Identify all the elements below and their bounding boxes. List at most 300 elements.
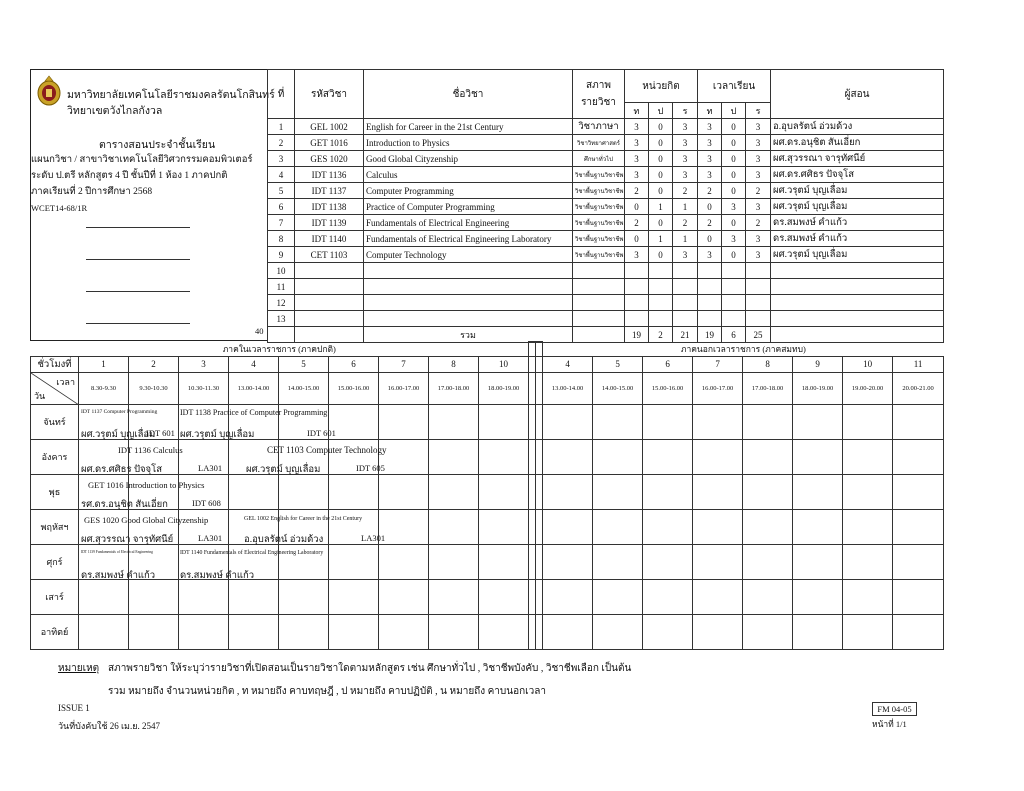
course-code xyxy=(295,295,364,311)
schedule-slot xyxy=(793,614,843,649)
schedule-slot xyxy=(429,544,479,579)
course-h-t: 3 xyxy=(698,167,722,183)
course-instructor: ผศ.ดร.ศศิธร ปัจจุโส xyxy=(771,167,944,183)
course-rows xyxy=(268,119,944,327)
period-time: 19.00-20.00 xyxy=(843,372,893,404)
tue-course-a: IDT 1136 Calculus xyxy=(118,445,183,455)
course-no: 11 xyxy=(268,279,295,295)
course-c-t: 3 xyxy=(625,119,649,135)
university-logo-icon xyxy=(36,75,62,107)
total-hour-p: 6 xyxy=(722,327,746,343)
course-no: 6 xyxy=(268,199,295,215)
schedule-slot xyxy=(843,474,893,509)
schedule-slot xyxy=(743,614,793,649)
mon-room-a: IDT 601 xyxy=(146,428,175,438)
period-number: 6 xyxy=(329,356,379,372)
schedule-slot xyxy=(543,439,593,474)
schedule-slot xyxy=(543,544,593,579)
course-c-p: 0 xyxy=(649,215,673,231)
schedule-slot xyxy=(593,439,643,474)
course-name: Fundamentals of Electrical Engineering xyxy=(364,215,573,231)
course-c-t: 3 xyxy=(625,135,649,151)
course-h-t: 2 xyxy=(698,183,722,199)
schedule-slot xyxy=(543,579,593,614)
schedule-slot xyxy=(79,579,129,614)
schedule-slot xyxy=(529,614,536,649)
course-c-t xyxy=(625,279,649,295)
course-h-t xyxy=(698,295,722,311)
course-code: CET 1103 xyxy=(295,247,364,263)
time-day-corner xyxy=(31,372,79,404)
schedule-slot xyxy=(179,614,229,649)
day-name: เสาร์ xyxy=(31,579,79,614)
course-code: IDT 1138 xyxy=(295,199,364,215)
course-instructor xyxy=(771,279,944,295)
course-c-p xyxy=(649,311,673,327)
fri-course-a: IDT 1139 Fundamentals of Electrical Engineering xyxy=(81,550,153,554)
header-instructor: ผู้สอน xyxy=(771,70,944,119)
schedule-slot xyxy=(743,439,793,474)
schedule-slot xyxy=(593,509,643,544)
header-status-line1: สภาพ xyxy=(586,80,611,91)
course-row xyxy=(268,199,944,215)
header-info-block xyxy=(30,69,275,341)
course-name: Computer Programming xyxy=(364,183,573,199)
course-instructor: ผศ.ดร.อนุชิต สันเอี่ยก xyxy=(771,135,944,151)
course-h-p xyxy=(722,311,746,327)
course-h-r xyxy=(746,311,771,327)
course-c-r: 2 xyxy=(673,215,698,231)
period-number: 9 xyxy=(793,356,843,372)
course-c-r: 3 xyxy=(673,151,698,167)
schedule-slot xyxy=(536,544,543,579)
course-h-r xyxy=(746,263,771,279)
course-no: 4 xyxy=(268,167,295,183)
course-c-r xyxy=(673,263,698,279)
schedule-slot xyxy=(479,544,529,579)
schedule-slot xyxy=(593,404,643,439)
left-count: 40 xyxy=(255,326,264,336)
course-c-t xyxy=(625,263,649,279)
schedule-slot xyxy=(429,439,479,474)
course-no: 3 xyxy=(268,151,295,167)
mon-course-b: IDT 1138 Practice of Computer Programming xyxy=(180,408,328,417)
header-no: ที่ xyxy=(268,70,295,119)
schedule-slot xyxy=(529,579,536,614)
course-c-p: 0 xyxy=(649,151,673,167)
schedule-slot xyxy=(793,474,843,509)
thu-course-b: GEL 1002 English for Career in the 21st Century xyxy=(244,516,363,522)
schedule-slot xyxy=(479,509,529,544)
schedule-slot xyxy=(129,579,179,614)
schedule-slot xyxy=(229,474,279,509)
schedule-slot xyxy=(693,439,743,474)
schedule-slot xyxy=(536,579,543,614)
tue-teacher-a: ผศ.ดร.ศศิธร ปัจจุโส xyxy=(81,465,163,475)
schedule-slot xyxy=(743,404,793,439)
course-h-t: 3 xyxy=(698,119,722,135)
course-status: วิชาพื้นฐานวิชาชีพ xyxy=(573,215,625,231)
course-h-r: 3 xyxy=(746,119,771,135)
schedule-slot xyxy=(693,474,743,509)
course-c-t: 3 xyxy=(625,167,649,183)
signature-line xyxy=(86,323,190,324)
total-label: รวม xyxy=(364,327,573,343)
period-time: 16.00-17.00 xyxy=(379,372,429,404)
schedule-slot xyxy=(536,404,543,439)
schedule-slot xyxy=(79,614,129,649)
tue-teacher-b: ผศ.วรุตม์ บุญเลื่อม xyxy=(246,465,321,475)
course-h-r xyxy=(746,279,771,295)
schedule-slot xyxy=(793,579,843,614)
header-hour-p: ป xyxy=(722,103,746,119)
period-number: 3 xyxy=(179,356,229,372)
effective-date: วันที่บังคับใช้ 26 เม.ย. 2547 xyxy=(58,721,161,731)
course-code: IDT 1139 xyxy=(295,215,364,231)
spacer xyxy=(529,342,536,357)
course-no: 12 xyxy=(268,295,295,311)
course-h-t xyxy=(698,279,722,295)
course-h-p: 0 xyxy=(722,183,746,199)
period-time: 13.00-14.00 xyxy=(229,372,279,404)
schedule-slot xyxy=(479,439,529,474)
course-c-p: 0 xyxy=(649,247,673,263)
course-c-r: 3 xyxy=(673,119,698,135)
course-c-t xyxy=(625,311,649,327)
day-row xyxy=(31,544,944,579)
course-h-r: 3 xyxy=(746,167,771,183)
spacer xyxy=(536,342,543,357)
course-instructor xyxy=(771,311,944,327)
schedule-slot xyxy=(843,439,893,474)
course-row xyxy=(268,279,944,295)
course-h-t: 3 xyxy=(698,247,722,263)
total-credit-r: 21 xyxy=(673,327,698,343)
schedule-slot xyxy=(543,404,593,439)
course-row xyxy=(268,215,944,231)
course-h-t xyxy=(698,263,722,279)
schedule-slot xyxy=(229,614,279,649)
course-instructor: ผศ.วรุตม์ บุญเลื่อม xyxy=(771,247,944,263)
thu-teacher-b: อ.อุบลรัตน์ อ่วมด้วง xyxy=(244,535,324,545)
tue-room-b: IDT 605 xyxy=(356,463,385,473)
course-c-t xyxy=(625,295,649,311)
schedule-slot xyxy=(643,474,693,509)
schedule-slot xyxy=(379,474,429,509)
course-name: Practice of Computer Programming xyxy=(364,199,573,215)
course-code: GEL 1002 xyxy=(295,119,364,135)
day-name: ศุกร์ xyxy=(31,544,79,579)
course-code: IDT 1140 xyxy=(295,231,364,247)
period-time: 13.00-14.00 xyxy=(543,372,593,404)
course-h-p: 0 xyxy=(722,247,746,263)
course-status xyxy=(573,279,625,295)
period-time: 8.30-9.30 xyxy=(79,372,129,404)
day-row xyxy=(31,579,944,614)
schedule-slot xyxy=(793,509,843,544)
schedule-slot xyxy=(793,544,843,579)
course-c-t: 0 xyxy=(625,231,649,247)
schedule-slot xyxy=(893,404,944,439)
spacer xyxy=(536,356,543,372)
schedule-slot xyxy=(329,614,379,649)
total-credit-t: 19 xyxy=(625,327,649,343)
course-instructor: ผศ.สุวรรณา จารุทัศนีย์ xyxy=(771,151,944,167)
course-c-r xyxy=(673,279,698,295)
signature-line xyxy=(86,291,190,292)
course-row xyxy=(268,247,944,263)
page-number: หน้าที่ 1/1 xyxy=(872,719,907,729)
course-status: วิชาพื้นฐานวิชาชีพ xyxy=(573,183,625,199)
schedule-title: ตารางสอนประจำชั้นเรียน xyxy=(99,140,216,151)
course-name: Calculus xyxy=(364,167,573,183)
schedule-slot xyxy=(329,474,379,509)
course-h-r: 3 xyxy=(746,199,771,215)
course-name: Fundamentals of Electrical Engineering Laboratory xyxy=(364,231,573,247)
course-instructor: อ.อุบลรัตน์ อ่วมด้วง xyxy=(771,119,944,135)
period-time: 15.00-16.00 xyxy=(643,372,693,404)
fri-teacher-b: ดร.สมพงษ์ คำแก้ว xyxy=(180,571,255,581)
schedule-slot xyxy=(593,579,643,614)
course-c-p: 0 xyxy=(649,167,673,183)
schedule-slot xyxy=(743,474,793,509)
period-time: 18.00-19.00 xyxy=(479,372,529,404)
period-number: 7 xyxy=(693,356,743,372)
course-status: วิชาวิทยาศาสตร์ xyxy=(573,135,625,151)
course-c-p: 0 xyxy=(649,183,673,199)
header-credit-p: ป xyxy=(649,103,673,119)
header-credit-t: ท xyxy=(625,103,649,119)
course-c-t: 0 xyxy=(625,199,649,215)
header-hour-t: ท xyxy=(698,103,722,119)
course-instructor: ผศ.วรุตม์ บุญเลื่อม xyxy=(771,199,944,215)
timetable xyxy=(30,341,944,650)
period-time: 14.00-15.00 xyxy=(279,372,329,404)
course-name: Introduction to Physics xyxy=(364,135,573,151)
period-number: 11 xyxy=(893,356,944,372)
schedule-slot xyxy=(536,509,543,544)
class-code: WCET14-68/1R xyxy=(31,203,88,213)
period-number: 10 xyxy=(479,356,529,372)
schedule-slot xyxy=(743,509,793,544)
course-status: วิชาพื้นฐานวิชาชีพ xyxy=(573,167,625,183)
period-number: 8 xyxy=(743,356,793,372)
course-c-t: 2 xyxy=(625,215,649,231)
header-status-line2: รายวิชา xyxy=(581,97,616,108)
course-instructor: ดร.สมพงษ์ คำแก้ว xyxy=(771,215,944,231)
schedule-slot xyxy=(743,544,793,579)
course-h-p xyxy=(722,279,746,295)
wed-room-a: IDT 608 xyxy=(192,498,221,508)
period-number: 4 xyxy=(543,356,593,372)
course-h-r: 3 xyxy=(746,135,771,151)
course-c-r: 1 xyxy=(673,199,698,215)
period-time: 15.00-16.00 xyxy=(329,372,379,404)
schedule-slot xyxy=(743,579,793,614)
schedule-slot xyxy=(593,474,643,509)
course-c-r: 1 xyxy=(673,231,698,247)
course-code: GES 1020 xyxy=(295,151,364,167)
course-no: 5 xyxy=(268,183,295,199)
course-name xyxy=(364,295,573,311)
period-time: 10.30-11.30 xyxy=(179,372,229,404)
schedule-slot xyxy=(643,614,693,649)
course-instructor: ดร.สมพงษ์ คำแก้ว xyxy=(771,231,944,247)
course-c-t: 3 xyxy=(625,247,649,263)
schedule-slot xyxy=(693,579,743,614)
course-name xyxy=(364,311,573,327)
fri-course-b: IDT 1140 Fundamentals of Electrical Engineering Laboratory xyxy=(180,550,324,556)
course-h-p: 0 xyxy=(722,119,746,135)
total-credit-p: 2 xyxy=(649,327,673,343)
course-row xyxy=(268,119,944,135)
mon-room-b: IDT 601 xyxy=(307,428,336,438)
course-no: 1 xyxy=(268,119,295,135)
signature-line xyxy=(86,227,190,228)
course-h-t: 3 xyxy=(698,151,722,167)
thu-course-a: GES 1020 Good Global Cityzenship xyxy=(84,515,209,525)
course-row xyxy=(268,231,944,247)
period-row xyxy=(31,356,944,372)
course-status: วิชาพื้นฐานวิชาชีพ xyxy=(573,199,625,215)
course-h-p xyxy=(722,295,746,311)
course-name: English for Career in the 21st Century xyxy=(364,119,573,135)
schedule-slot xyxy=(536,439,543,474)
course-h-p: 0 xyxy=(722,151,746,167)
course-h-p: 0 xyxy=(722,167,746,183)
schedule-slot xyxy=(893,614,944,649)
tue-course-b: CET 1103 Computer Technology xyxy=(267,445,387,455)
thu-room-b: LA301 xyxy=(361,533,386,543)
day-name: พุธ xyxy=(31,474,79,509)
schedule-slot xyxy=(329,579,379,614)
course-c-r: 3 xyxy=(673,167,698,183)
course-name: Good Global Cityzenship xyxy=(364,151,573,167)
time-label: เวลา xyxy=(56,376,75,387)
mon-course-a: IDT 1137 Computer Programming xyxy=(81,409,158,415)
course-code: GET 1016 xyxy=(295,135,364,151)
schedule-slot xyxy=(543,509,593,544)
course-h-t: 0 xyxy=(698,231,722,247)
course-name xyxy=(364,263,573,279)
period-number: 7 xyxy=(379,356,429,372)
course-row xyxy=(268,263,944,279)
course-no: 13 xyxy=(268,311,295,327)
fri-teacher-a: ดร.สมพงษ์ คำแก้ว xyxy=(81,571,156,581)
day-name: จันทร์ xyxy=(31,404,79,439)
course-c-r xyxy=(673,311,698,327)
course-instructor: ผศ.วรุตม์ บุญเลื่อม xyxy=(771,183,944,199)
campus-name: วิทยาเขตวังไกลกังวล xyxy=(67,106,163,117)
schedule-slot xyxy=(893,439,944,474)
course-c-p xyxy=(649,279,673,295)
header-credits: หน่วยกิต xyxy=(625,70,698,103)
schedule-slot xyxy=(843,614,893,649)
schedule-slot xyxy=(593,544,643,579)
course-c-p: 0 xyxy=(649,135,673,151)
schedule-slot xyxy=(379,579,429,614)
schedule-slot xyxy=(429,614,479,649)
course-h-r: 3 xyxy=(746,231,771,247)
schedule-slot xyxy=(529,544,536,579)
signature-line xyxy=(86,259,190,260)
time-row xyxy=(31,372,944,404)
schedule-slot xyxy=(529,404,536,439)
spacer xyxy=(529,356,536,372)
thu-room-a: LA301 xyxy=(198,533,223,543)
day-name: อาทิตย์ xyxy=(31,614,79,649)
course-code xyxy=(295,311,364,327)
schedule-slot xyxy=(693,509,743,544)
spacer xyxy=(536,372,543,404)
period-time: 18.00-19.00 xyxy=(793,372,843,404)
header-credit-r: ร xyxy=(673,103,698,119)
note-label: หมายเหตุ xyxy=(58,663,100,674)
schedule-slot xyxy=(179,579,229,614)
tue-room-a: LA301 xyxy=(198,463,223,473)
schedule-slot xyxy=(379,509,429,544)
course-row xyxy=(268,151,944,167)
course-status xyxy=(573,311,625,327)
period-time: 14.00-15.00 xyxy=(593,372,643,404)
period-number: 10 xyxy=(843,356,893,372)
wed-teacher-a: รศ.ดร.อนุชิต สันเอี่ยก xyxy=(81,500,168,510)
note-line2: รวม หมายถึง จำนวนหน่วยกิต , ท หมายถึง คาบทฤษฎี , ป หมายถึง คาบปฏิบัติ , น หมายถึง คาบนอกเวลา xyxy=(108,686,546,697)
course-h-r: 2 xyxy=(746,183,771,199)
course-status xyxy=(573,295,625,311)
course-c-p: 1 xyxy=(649,199,673,215)
course-name: Computer Technology xyxy=(364,247,573,263)
schedule-slot xyxy=(379,614,429,649)
course-code: IDT 1136 xyxy=(295,167,364,183)
course-no: 8 xyxy=(268,231,295,247)
schedule-slot xyxy=(429,474,479,509)
schedule-slot xyxy=(379,544,429,579)
header-code: รหัสวิชา xyxy=(295,70,364,119)
course-status: ศึกษาทั่วไป xyxy=(573,151,625,167)
course-instructor xyxy=(771,295,944,311)
schedule-slot xyxy=(379,404,429,439)
period-number: 1 xyxy=(79,356,129,372)
period-number: 6 xyxy=(643,356,693,372)
schedule-slot xyxy=(529,509,536,544)
schedule-slot xyxy=(893,509,944,544)
period-number: 4 xyxy=(229,356,279,372)
course-code xyxy=(295,279,364,295)
schedule-slot xyxy=(129,614,179,649)
schedule-slot xyxy=(279,579,329,614)
note-line1: สภาพรายวิชา ให้ระบุว่ารายวิชาที่เปิดสอนเป็นรายวิชาใดตามหลักสูตร เช่น ศึกษาทั่วไป , วิชาชีพบังคับ , วิชาชีพเลือก เป็นต้น xyxy=(108,663,632,674)
course-c-r xyxy=(673,295,698,311)
period-label: ชั่วโมงที่ xyxy=(31,356,79,372)
university-name: มหาวิทยาลัยเทคโนโลยีราชมงคลรัตนโกสินทร์ xyxy=(67,90,275,101)
schedule-slot xyxy=(529,439,536,474)
course-c-p xyxy=(649,263,673,279)
header-name: ชื่อวิชา xyxy=(364,70,573,119)
schedule-slot xyxy=(429,404,479,439)
course-c-p xyxy=(649,295,673,311)
course-code: IDT 1137 xyxy=(295,183,364,199)
schedule-slot xyxy=(643,404,693,439)
period-time: 20.00-21.00 xyxy=(893,372,944,404)
schedule-slot xyxy=(793,439,843,474)
header-status xyxy=(573,70,625,119)
course-no: 2 xyxy=(268,135,295,151)
department-line: แผนกวิชา / สาขาวิชาเทคโนโลยีวิศวกรรมคอมพิวเตอร์ xyxy=(31,155,253,165)
course-h-t: 3 xyxy=(698,135,722,151)
period-number: 8 xyxy=(429,356,479,372)
course-status: วิชาภาษา xyxy=(573,119,625,135)
